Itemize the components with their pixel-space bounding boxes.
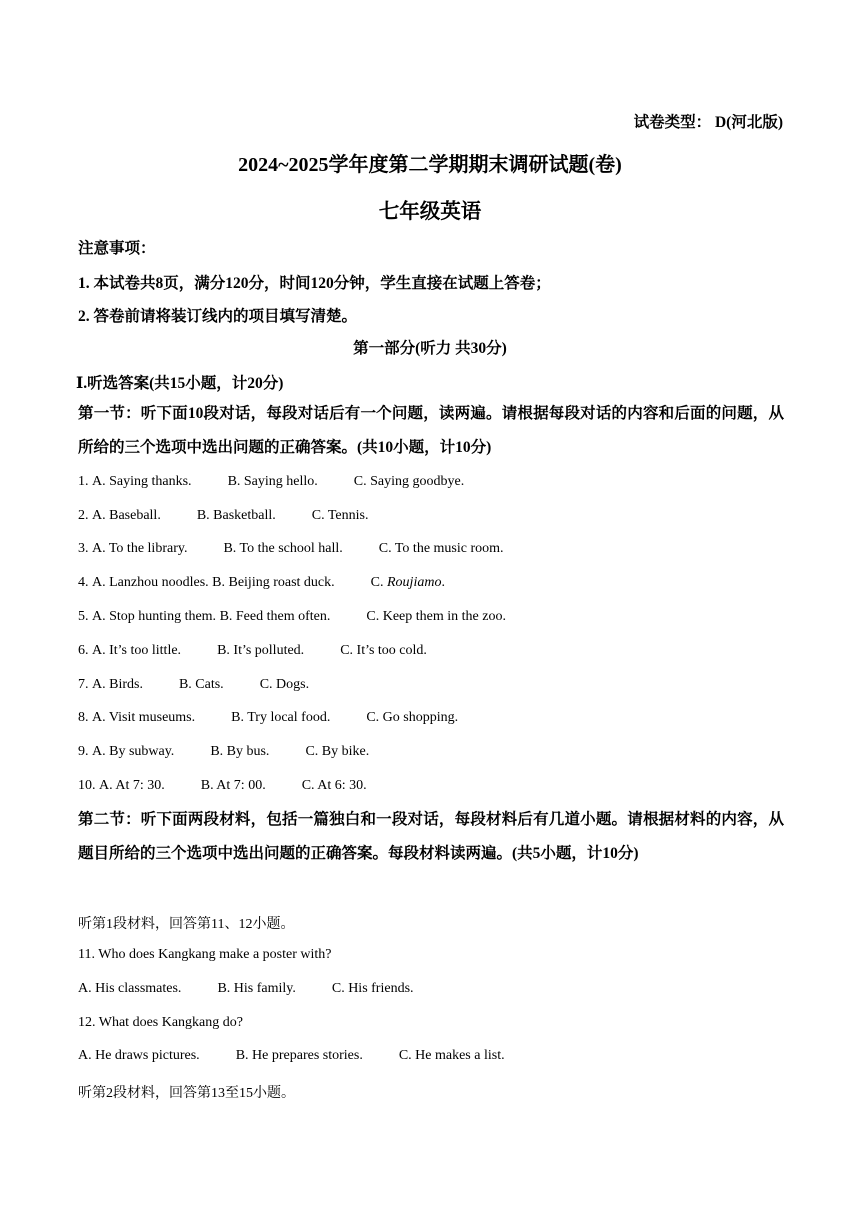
option-c: C. At 6: 30. (301, 778, 367, 793)
option-a: A. Visit museums. (92, 710, 196, 725)
question-number: 10. (78, 778, 96, 793)
option-a: A. At 7: 30. (99, 778, 165, 793)
question-number: 1. (78, 474, 89, 489)
question-8 (78, 710, 458, 726)
option-b: B. To the school hall. (223, 541, 343, 556)
option-c: C. It’s too cold. (340, 643, 427, 658)
section2-instructions: 第二节：听下面两段材料，包括一篇独白和一段对话，每段材料后有几道小题。请根据材料的内容，从题目所给的三个选项中选出问题的正确答案。每段材料读两遍。(共5小题，计10分) (78, 811, 784, 862)
exam-title: 2024~2025学年度第二学期期末调研试题(卷) (238, 154, 622, 176)
question-12-options (78, 1048, 505, 1064)
exam-subtitle: 七年级英语 (378, 201, 482, 223)
section-title: Ⅰ.听选答案(共15小题，计20分) (76, 375, 284, 392)
option-c: C. Tennis. (311, 508, 369, 523)
option-a: A. Baseball. (92, 508, 161, 523)
option-c: C. To the music room. (378, 541, 504, 556)
option-b: B. Feed them often. (219, 609, 331, 624)
option-b: B. Cats. (178, 677, 224, 692)
option-b: B. Saying hello. (227, 474, 318, 489)
material1-note: 听第1段材料，回答第11、12小题。 (78, 917, 295, 932)
question-number: 4. (78, 575, 89, 590)
question-6 (78, 643, 427, 659)
note-item-1: 1. 本试卷共8页，满分120分，时间120分钟，学生直接在试题上答卷； (78, 275, 551, 292)
note-item-2: 2. 答卷前请将装订线内的项目填写清楚。 (78, 308, 358, 325)
question-number: 7. (78, 677, 89, 692)
question-number: 9. (78, 744, 89, 759)
question-9 (78, 744, 369, 760)
option-c: C. Saying goodbye. (353, 474, 465, 489)
option-b: B. At 7: 00. (200, 778, 266, 793)
question-5 (78, 609, 506, 625)
material2-note: 听第2段材料，回答第13至15小题。 (78, 1086, 295, 1101)
question-10 (78, 778, 367, 794)
option-a: A. To the library. (92, 541, 188, 556)
option-c: C. Go shopping. (366, 710, 459, 725)
question-number: 8. (78, 710, 89, 725)
part-heading: 第一部分(听力 共30分) (353, 340, 507, 357)
question-12-stem: 12. What does Kangkang do? (78, 1015, 243, 1030)
option-a: A. Birds. (92, 677, 143, 692)
question-number: 6. (78, 643, 89, 658)
option-a: A. Saying thanks. (92, 474, 192, 489)
option-c: C. Keep them in the zoo. (366, 609, 506, 624)
option-b: B. Beijing roast duck. (212, 575, 335, 590)
question-4 (78, 575, 445, 591)
option-a: A. Stop hunting them. (92, 609, 217, 624)
question-7 (78, 677, 309, 693)
question-2 (78, 508, 368, 524)
option-a: A. It’s too little. (92, 643, 182, 658)
option-c: C. Dogs. (259, 677, 310, 692)
option-b: B. By bus. (210, 744, 270, 759)
option-a: A. He draws pictures. (78, 1048, 200, 1063)
question-1 (78, 474, 464, 490)
exam-type-label: 试卷类型： D(河北版) (633, 114, 783, 131)
question-11-options (78, 981, 414, 997)
notes-heading: 注意事项： (78, 240, 156, 257)
question-11-stem: 11. Who does Kangkang make a poster with? (78, 947, 332, 962)
question-number: 2. (78, 508, 89, 523)
option-b: B. Basketball. (196, 508, 276, 523)
option-c: C. His friends. (331, 981, 414, 996)
option-a: A. His classmates. (78, 981, 182, 996)
question-number: 5. (78, 609, 89, 624)
option-c: C. Roujiamo. (370, 575, 445, 590)
option-b: B. It’s polluted. (217, 643, 305, 658)
option-b: B. Try local food. (231, 710, 331, 725)
option-b: B. His family. (217, 981, 296, 996)
option-a: A. By subway. (92, 744, 175, 759)
section1-instructions: 第一节：听下面10段对话，每段对话后有一个问题，读两遍。请根据每段对话的内容和后面的问题，从所给的三个选项中选出问题的正确答案。(共10小题，计10分) (78, 405, 784, 456)
option-a: A. Lanzhou noodles. (92, 575, 209, 590)
option-c: C. By bike. (305, 744, 370, 759)
question-number: 3. (78, 541, 89, 556)
option-b: B. He prepares stories. (235, 1048, 363, 1063)
option-c: C. He makes a list. (398, 1048, 505, 1063)
question-3 (78, 541, 504, 557)
